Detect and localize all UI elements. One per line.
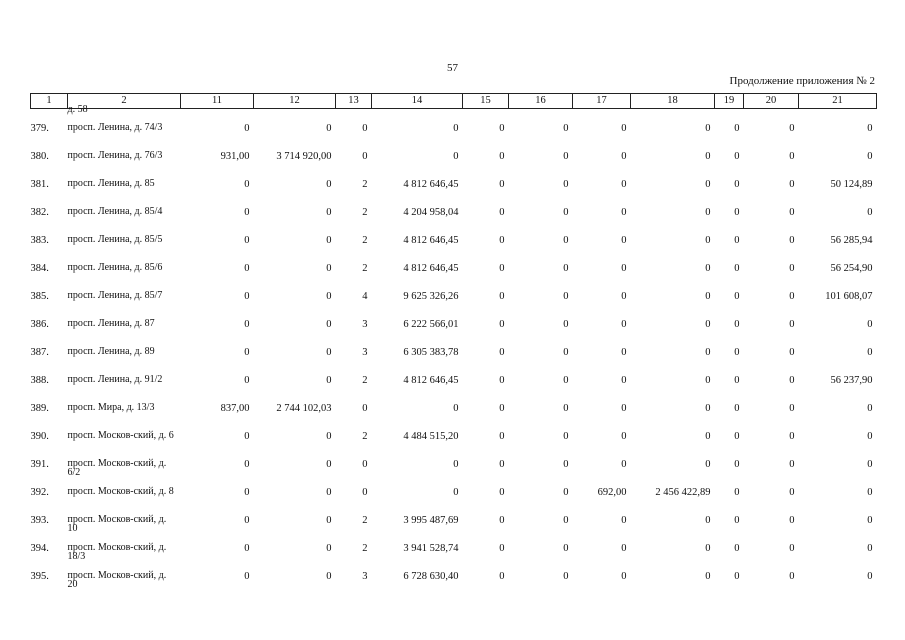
column-header: 14 [372,94,463,109]
cell-col-18: 2 456 422,89 [655,487,711,498]
cell-col-14: 4 812 646,45 [403,235,459,246]
cell-col-15: 0 [499,459,505,470]
cell-col-21: 0 [867,543,873,554]
cell-col-18: 0 [705,347,711,358]
column-header: 21 [799,94,877,109]
cell-col-17: 0 [621,543,627,554]
cell-col-21: 0 [867,347,873,358]
cell-col-17: 0 [621,571,627,582]
row-number: 380. [30,151,49,162]
cell-col-16: 0 [563,543,569,554]
cell-col-21: 0 [867,431,873,442]
cell-col-16: 0 [563,319,569,330]
cell-col-11: 0 [244,319,250,330]
cell-col-18: 0 [705,543,711,554]
table-row [31,571,877,599]
cell-col-16: 0 [563,431,569,442]
cell-col-16: 0 [563,291,569,302]
cell-col-17: 0 [621,319,627,330]
cell-col-13: 3 [362,319,368,330]
cell-col-15: 0 [499,123,505,134]
cell-col-16: 0 [563,123,569,134]
cell-col-12: 0 [326,291,332,302]
cell-col-19: 0 [734,319,740,330]
cell-col-20: 0 [789,403,795,414]
cell-col-15: 0 [499,179,505,190]
cell-col-18: 0 [705,403,711,414]
cell-col-19: 0 [734,515,740,526]
cell-col-12: 0 [326,179,332,190]
table-row [31,487,877,515]
column-header: 16 [509,94,573,109]
street-address: просп. Москов-ский, д. 20 [67,570,167,590]
cell-col-19: 0 [734,291,740,302]
cell-col-11: 0 [244,263,250,274]
row-number: 394. [30,543,49,554]
street-address: просп. Ленина, д. 85 [67,178,155,189]
street-address: просп. Ленина, д. 87 [67,318,155,329]
column-header: 12 [254,94,336,109]
cell-col-21: 101 608,07 [825,291,873,302]
table-row [31,543,877,571]
street-address: просп. Ленина, д. 85/4 [67,206,163,217]
cell-col-11: 0 [244,487,250,498]
table-row [31,151,877,179]
cell-col-17: 0 [621,179,627,190]
page-number: 57 [447,62,458,74]
table-row [31,375,877,403]
cell-col-17: 0 [621,291,627,302]
cell-col-17: 0 [621,151,627,162]
row-number: 383. [30,235,49,246]
cell-col-21: 0 [867,487,873,498]
table-row [31,235,877,263]
cell-col-15: 0 [499,207,505,218]
cell-col-14: 0 [453,151,459,162]
table-body [31,123,877,599]
row-number: 386. [30,319,49,330]
cell-col-11: 931,00 [220,151,250,162]
street-address: просп. Ленина, д. 89 [67,346,155,357]
cell-col-13: 3 [362,571,368,582]
row-number: 393. [30,515,49,526]
row-number: 388. [30,375,49,386]
cell-col-14: 0 [453,487,459,498]
cell-col-15: 0 [499,319,505,330]
cell-col-13: 2 [362,515,368,526]
cell-col-20: 0 [789,459,795,470]
cell-col-16: 0 [563,459,569,470]
cell-col-18: 0 [705,571,711,582]
column-header: 18 [631,94,715,109]
cell-col-17: 0 [621,459,627,470]
cell-col-19: 0 [734,263,740,274]
cell-col-21: 0 [867,123,873,134]
cell-col-16: 0 [563,515,569,526]
cell-col-12: 0 [326,459,332,470]
table-row [31,207,877,235]
cell-col-17: 0 [621,123,627,134]
cell-col-13: 2 [362,179,368,190]
cell-col-11: 0 [244,375,250,386]
row-number: 391. [30,459,49,470]
cell-col-14: 6 222 566,01 [403,319,459,330]
cell-col-16: 0 [563,403,569,414]
cell-col-20: 0 [789,515,795,526]
street-address: просп. Мира, д. 13/3 [67,402,155,413]
cell-col-15: 0 [499,291,505,302]
cell-col-14: 4 812 646,45 [403,179,459,190]
cell-col-11: 0 [244,515,250,526]
cell-col-13: 0 [362,151,368,162]
cell-col-15: 0 [499,543,505,554]
table-row [31,123,877,151]
cell-col-17: 0 [621,431,627,442]
cell-col-12: 0 [326,235,332,246]
cell-col-15: 0 [499,347,505,358]
cell-col-12: 0 [326,263,332,274]
table-row [31,459,877,487]
cell-col-16: 0 [563,207,569,218]
cell-col-11: 0 [244,571,250,582]
cell-col-17: 692,00 [597,487,627,498]
row-number: 382. [30,207,49,218]
cell-col-20: 0 [789,375,795,386]
cell-col-11: 0 [244,207,250,218]
cell-col-17: 0 [621,235,627,246]
cell-col-19: 0 [734,151,740,162]
cell-col-19: 0 [734,571,740,582]
table-row [31,291,877,319]
cell-col-12: 0 [326,487,332,498]
cell-col-15: 0 [499,571,505,582]
cell-col-13: 0 [362,459,368,470]
cell-col-20: 0 [789,431,795,442]
cell-col-12: 0 [326,347,332,358]
cell-col-20: 0 [789,543,795,554]
continuation-row [31,109,877,124]
table-row [31,319,877,347]
cell-col-20: 0 [789,151,795,162]
cell-col-14: 4 204 958,04 [403,207,459,218]
cell-col-19: 0 [734,123,740,134]
column-header: 17 [573,94,631,109]
cell-col-12: 0 [326,543,332,554]
cell-col-19: 0 [734,235,740,246]
cell-col-15: 0 [499,487,505,498]
cell-col-16: 0 [563,487,569,498]
cell-col-18: 0 [705,235,711,246]
table-row [31,431,877,459]
column-header: 1 [31,94,68,109]
table-row [31,263,877,291]
cell-col-15: 0 [499,431,505,442]
cell-col-19: 0 [734,487,740,498]
cell-col-13: 0 [362,403,368,414]
cell-col-16: 0 [563,151,569,162]
cell-col-20: 0 [789,235,795,246]
row-number: 395. [30,571,49,582]
cell-col-21: 56 285,94 [830,235,873,246]
cell-col-12: 0 [326,375,332,386]
cell-col-19: 0 [734,403,740,414]
cell-col-19: 0 [734,459,740,470]
cell-col-21: 0 [867,151,873,162]
cell-col-16: 0 [563,375,569,386]
cell-col-14: 3 941 528,74 [403,543,459,554]
cell-col-20: 0 [789,347,795,358]
cell-col-18: 0 [705,263,711,274]
row-number: 385. [30,291,49,302]
cell-col-13: 2 [362,375,368,386]
cell-col-20: 0 [789,123,795,134]
row-number: 389. [30,403,49,414]
cell-col-11: 0 [244,291,250,302]
cell-col-16: 0 [563,263,569,274]
data-table [30,93,877,599]
cell-col-14: 0 [453,123,459,134]
cell-col-21: 56 254,90 [830,263,873,274]
cell-col-14: 3 995 487,69 [403,515,459,526]
cell-col-19: 0 [734,207,740,218]
street-address: просп. Ленина, д. 85/7 [67,290,163,301]
cell-col-15: 0 [499,263,505,274]
cell-col-19: 0 [734,375,740,386]
column-header: 13 [336,94,372,109]
cell-col-13: 2 [362,235,368,246]
cell-col-14: 9 625 326,26 [403,291,459,302]
cell-col-11: 0 [244,543,250,554]
row-number: 387. [30,347,49,358]
cell-col-14: 6 728 630,40 [403,571,459,582]
cell-col-16: 0 [563,179,569,190]
table-row [31,403,877,431]
row-number: 384. [30,263,49,274]
cell-col-17: 0 [621,403,627,414]
cell-col-15: 0 [499,151,505,162]
cell-col-14: 6 305 383,78 [403,347,459,358]
cell-col-14: 4 484 515,20 [403,431,459,442]
cell-col-15: 0 [499,515,505,526]
cell-col-11: 0 [244,123,250,134]
street-address: просп. Москов-ский, д. 6 [67,430,174,441]
cell-col-19: 0 [734,431,740,442]
cell-col-14: 0 [453,403,459,414]
row-number: 390. [30,431,49,442]
table-row [31,179,877,207]
cell-col-18: 0 [705,431,711,442]
cell-col-19: 0 [734,543,740,554]
cell-col-13: 0 [362,487,368,498]
cell-col-21: 0 [867,571,873,582]
row-number: 392. [30,487,49,498]
cell-col-13: 0 [362,123,368,134]
cell-col-18: 0 [705,207,711,218]
cell-col-20: 0 [789,487,795,498]
cell-col-19: 0 [734,347,740,358]
cell-col-12: 0 [326,207,332,218]
cell-col-19: 0 [734,179,740,190]
cell-col-11: 837,00 [220,403,250,414]
cell-col-12: 0 [326,515,332,526]
table-row [31,347,877,375]
column-header: 15 [463,94,509,109]
cell-col-17: 0 [621,375,627,386]
cell-col-11: 0 [244,347,250,358]
cell-col-14: 0 [453,459,459,470]
cell-col-12: 3 714 920,00 [276,151,332,162]
street-address: просп. Москов-ский, д. 10 [67,514,167,534]
cell-col-18: 0 [705,319,711,330]
cell-col-17: 0 [621,263,627,274]
column-header: 19 [715,94,744,109]
cell-col-13: 2 [362,263,368,274]
cell-col-18: 0 [705,291,711,302]
cell-col-20: 0 [789,319,795,330]
cell-col-21: 56 237,90 [830,375,873,386]
cell-col-11: 0 [244,179,250,190]
cell-col-18: 0 [705,179,711,190]
cell-col-20: 0 [789,207,795,218]
cell-col-11: 0 [244,235,250,246]
cell-col-17: 0 [621,347,627,358]
cell-col-21: 0 [867,207,873,218]
cell-col-21: 0 [867,319,873,330]
row-number: 379. [30,123,49,134]
cell-col-20: 0 [789,291,795,302]
street-address: просп. Ленина, д. 91/2 [67,374,163,385]
cell-col-15: 0 [499,375,505,386]
cell-col-21: 0 [867,459,873,470]
street-address: просп. Ленина, д. 76/3 [67,150,163,161]
cell-col-11: 0 [244,459,250,470]
cell-col-20: 0 [789,571,795,582]
cell-col-20: 0 [789,179,795,190]
street-address: просп. Москов-ский, д. 18/3 [67,542,167,562]
cell-col-18: 0 [705,123,711,134]
row-number: 381. [30,179,49,190]
continuation-street: д. 58 [67,104,88,115]
table-row [31,515,877,543]
street-address: просп. Москов-ский, д. 6/2 [67,458,167,478]
cell-col-15: 0 [499,403,505,414]
cell-col-13: 2 [362,431,368,442]
cell-col-12: 2 744 102,03 [276,403,332,414]
cell-col-21: 50 124,89 [830,179,873,190]
cell-col-16: 0 [563,571,569,582]
cell-col-12: 0 [326,319,332,330]
cell-col-21: 0 [867,403,873,414]
cell-col-14: 4 812 646,45 [403,263,459,274]
cell-col-15: 0 [499,235,505,246]
street-address: просп. Москов-ский, д. 8 [67,486,174,497]
column-header: 20 [744,94,799,109]
cell-col-18: 0 [705,459,711,470]
column-header: 2 [68,94,181,109]
cell-col-13: 3 [362,347,368,358]
cell-col-17: 0 [621,515,627,526]
cell-col-13: 2 [362,543,368,554]
cell-col-17: 0 [621,207,627,218]
column-header: 11 [181,94,254,109]
appendix-continuation-title: Продолжение приложения № 2 [729,75,875,87]
cell-col-12: 0 [326,431,332,442]
street-address: просп. Ленина, д. 85/6 [67,262,163,273]
street-address: просп. Ленина, д. 85/5 [67,234,163,245]
street-address: просп. Ленина, д. 74/3 [67,122,163,133]
cell-col-11: 0 [244,431,250,442]
cell-col-16: 0 [563,235,569,246]
cell-col-18: 0 [705,375,711,386]
cell-col-20: 0 [789,263,795,274]
cell-col-12: 0 [326,123,332,134]
cell-col-13: 4 [362,291,368,302]
cell-col-13: 2 [362,207,368,218]
cell-col-12: 0 [326,571,332,582]
cell-col-18: 0 [705,151,711,162]
cell-col-14: 4 812 646,45 [403,375,459,386]
cell-col-21: 0 [867,515,873,526]
cell-col-16: 0 [563,347,569,358]
cell-col-18: 0 [705,515,711,526]
